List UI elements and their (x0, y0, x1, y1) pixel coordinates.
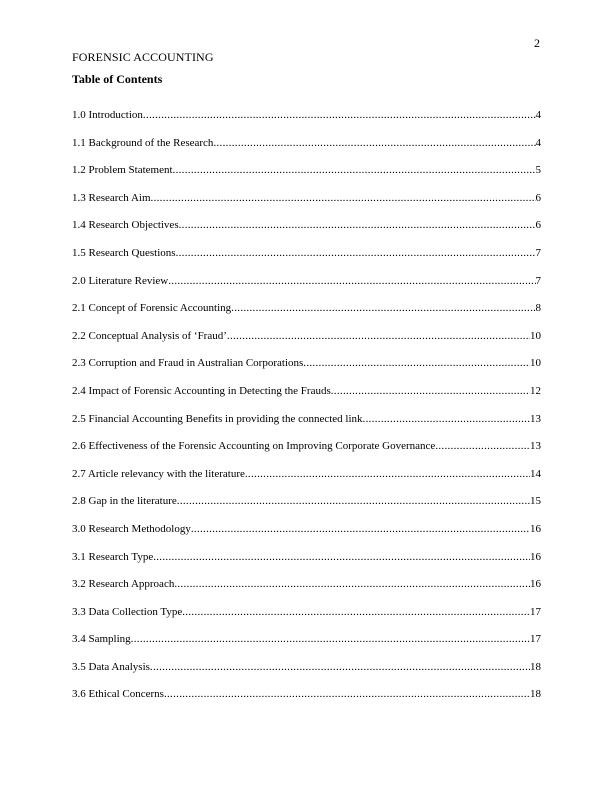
toc-dot-leader (177, 494, 530, 508)
toc-entry-label: 2.6 Effectiveness of the Forensic Accounting on Improving Corporate Governance (72, 440, 436, 453)
toc-entry-page: 4 (535, 136, 541, 149)
toc-entry-page: 6 (535, 219, 541, 232)
toc-entry-page: 13 (530, 412, 541, 425)
toc-entry-label: 3.5 Data Analysis (72, 660, 150, 673)
toc-dot-leader (143, 108, 536, 122)
toc-dot-leader (176, 246, 536, 260)
toc-entry[interactable] (72, 218, 541, 246)
toc-entry-label: 3.3 Data Collection Type (72, 605, 183, 618)
toc-entry[interactable] (72, 274, 541, 302)
toc-entry-label: 1.1 Background of the Research (72, 136, 214, 149)
toc-dot-leader (179, 218, 536, 232)
toc-entry[interactable] (72, 356, 541, 384)
toc-entry[interactable] (72, 467, 541, 495)
toc-entry[interactable] (72, 384, 541, 412)
toc-dot-leader (150, 660, 530, 674)
toc-entry[interactable] (72, 660, 541, 688)
toc-dot-leader (213, 136, 535, 150)
toc-entry[interactable] (72, 577, 541, 605)
toc-entry-page: 16 (530, 522, 541, 535)
toc-dot-leader (168, 274, 535, 288)
toc-entry-page: 14 (530, 467, 541, 480)
toc-entry-label: 2.5 Financial Accounting Benefits in providing the connected link (72, 412, 363, 425)
toc-entry-page: 18 (530, 688, 541, 701)
toc-entry-label: 2.1 Concept of Forensic Accounting (72, 302, 232, 315)
toc-entry-page: 18 (530, 660, 541, 673)
toc-entry-label: 2.4 Impact of Forensic Accounting in Detecting the Frauds (72, 384, 331, 397)
toc-entry[interactable] (72, 522, 541, 550)
toc-title: Table of Contents (72, 72, 163, 86)
toc-entry[interactable] (72, 108, 541, 136)
page-number: 2 (534, 36, 540, 50)
toc-dot-leader (164, 687, 530, 701)
toc-entry-page: 12 (530, 384, 541, 397)
toc-entry-label: 1.2 Problem Statement (72, 164, 173, 177)
toc-dot-leader (182, 605, 530, 619)
table-of-contents (72, 108, 541, 715)
toc-dot-leader (151, 191, 536, 205)
toc-entry[interactable] (72, 439, 541, 467)
toc-entry-label: 1.4 Research Objectives (72, 219, 179, 232)
toc-dot-leader (245, 467, 530, 481)
toc-entry-label: 3.4 Sampling (72, 633, 131, 646)
toc-entry[interactable] (72, 605, 541, 633)
toc-entry-label: 1.3 Research Aim (72, 191, 151, 204)
toc-dot-leader (174, 577, 530, 591)
toc-entry-page: 4 (535, 109, 541, 121)
toc-entry-label: 2.7 Article relevancy with the literature (72, 467, 245, 480)
toc-entry[interactable] (72, 301, 541, 329)
toc-dot-leader (331, 384, 530, 398)
toc-dot-leader (303, 356, 530, 370)
toc-entry[interactable] (72, 687, 541, 715)
toc-entry-page: 17 (530, 633, 541, 646)
toc-entry[interactable] (72, 494, 541, 522)
toc-entry-label: 3.0 Research Methodology (72, 522, 191, 535)
toc-entry[interactable] (72, 550, 541, 578)
toc-entry-label: 3.2 Research Approach (72, 578, 175, 591)
running-head: FORENSIC ACCOUNTING (72, 50, 214, 64)
toc-dot-leader (363, 412, 530, 426)
toc-entry[interactable] (72, 329, 541, 357)
toc-entry-page: 15 (530, 495, 541, 508)
toc-entry-page: 7 (535, 274, 541, 287)
toc-entry[interactable] (72, 246, 541, 274)
toc-entry[interactable] (72, 163, 541, 191)
toc-entry-page: 5 (535, 164, 541, 177)
toc-entry-label: 2.8 Gap in the literature (72, 495, 177, 508)
toc-entry[interactable] (72, 191, 541, 219)
toc-dot-leader (231, 301, 535, 315)
toc-entry-page: 17 (530, 605, 541, 618)
toc-dot-leader (173, 163, 536, 177)
toc-entry-page: 10 (530, 329, 541, 342)
toc-entry[interactable] (72, 136, 541, 164)
toc-entry-page: 13 (530, 440, 541, 453)
toc-entry-page: 6 (535, 191, 541, 204)
toc-entry-page: 16 (530, 550, 541, 563)
toc-dot-leader (153, 550, 530, 564)
toc-entry-label: 2.2 Conceptual Analysis of ‘Fraud’ (72, 329, 227, 342)
toc-entry[interactable] (72, 632, 541, 660)
toc-dot-leader (227, 329, 530, 343)
toc-entry-page: 8 (535, 302, 541, 315)
toc-entry-label: 1.5 Research Questions (72, 246, 176, 259)
toc-dot-leader (435, 439, 530, 453)
toc-entry-page: 7 (535, 246, 541, 259)
toc-entry-page: 16 (530, 578, 541, 591)
toc-entry-page: 10 (530, 357, 541, 370)
toc-entry-label: 3.6 Ethical Concerns (72, 688, 164, 701)
toc-dot-leader (191, 522, 530, 536)
toc-entry[interactable] (72, 412, 541, 440)
toc-entry-label: 2.3 Corruption and Fraud in Australian Corporations (72, 357, 304, 370)
toc-entry-label: 2.0 Literature Review (72, 274, 169, 287)
toc-entry-label: 3.1 Research Type (72, 550, 154, 563)
toc-dot-leader (131, 632, 530, 646)
toc-entry-label: 1.0 Introduction (72, 109, 143, 121)
